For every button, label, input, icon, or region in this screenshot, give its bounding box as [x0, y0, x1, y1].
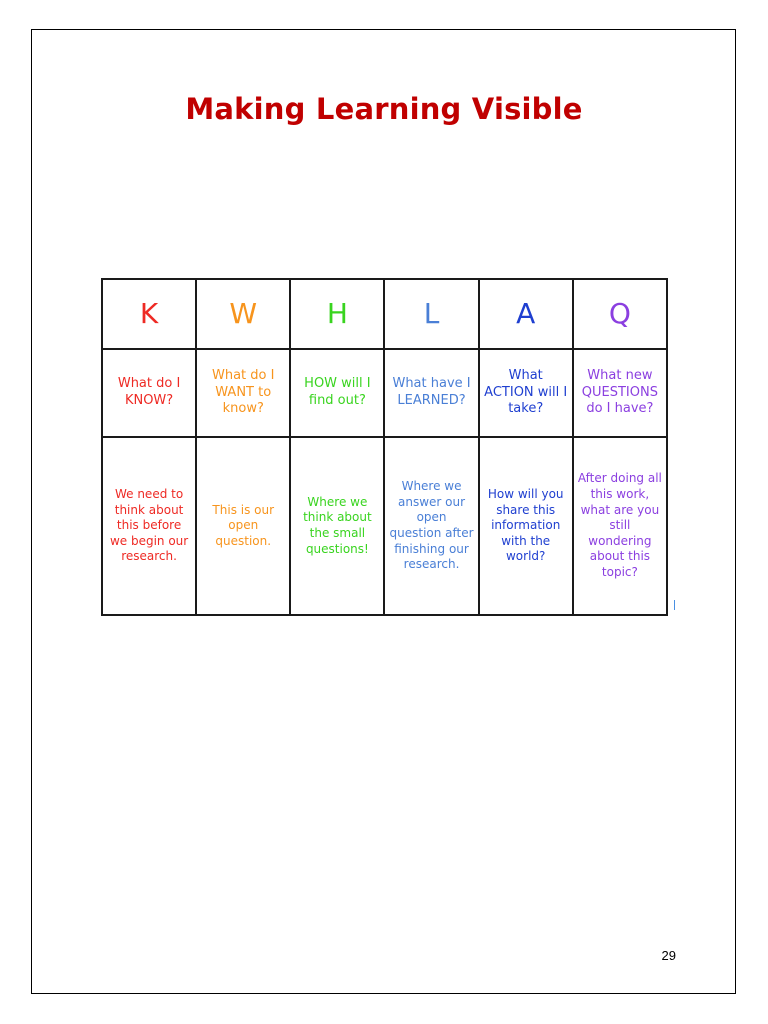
- description-w: This is our open question.: [196, 437, 290, 615]
- description-k: We need to think about this before we begin our research.: [102, 437, 196, 615]
- table-row-letters: [102, 279, 667, 349]
- cursor-mark: [674, 600, 675, 610]
- letter-q: Q: [573, 279, 667, 349]
- description-a: How will you share this information with the world?: [479, 437, 573, 615]
- description-l: Where we answer our open question after finishing our research.: [384, 437, 478, 615]
- letter-h: H: [290, 279, 384, 349]
- kwhlaq-chart: [101, 278, 668, 616]
- page-number: 29: [661, 948, 676, 963]
- table-row-questions: [102, 349, 667, 437]
- letter-l: L: [384, 279, 478, 349]
- question-w: What do I WANT to know?: [196, 349, 290, 437]
- question-q: What new QUESTIONS do I have?: [573, 349, 667, 437]
- page-title: Making Learning Visible: [185, 92, 583, 126]
- question-a: What ACTION will I take?: [479, 349, 573, 437]
- letter-k: K: [102, 279, 196, 349]
- table-row-descriptions: [102, 437, 667, 615]
- question-h: HOW will I find out?: [290, 349, 384, 437]
- description-h: Where we think about the small questions!: [290, 437, 384, 615]
- question-l: What have I LEARNED?: [384, 349, 478, 437]
- letter-a: A: [479, 279, 573, 349]
- letter-w: W: [196, 279, 290, 349]
- description-q: After doing all this work, what are you still wondering about this topic?: [573, 437, 667, 615]
- question-k: What do I KNOW?: [102, 349, 196, 437]
